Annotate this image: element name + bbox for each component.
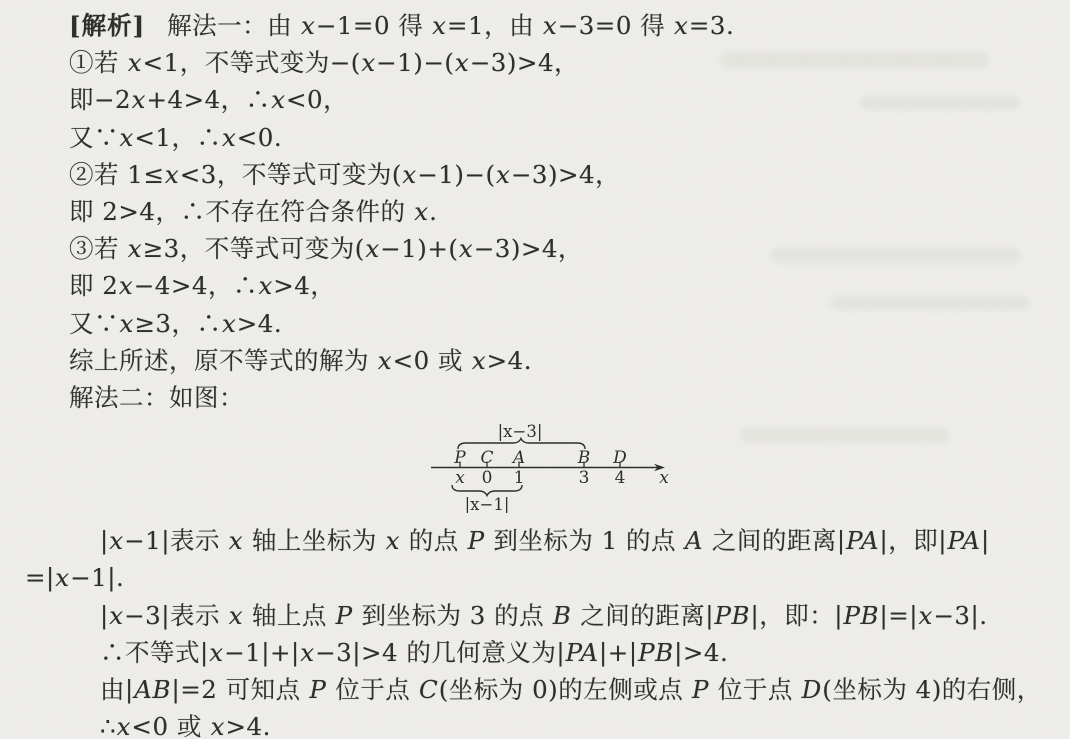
solution-line: 即 2>4，∴不存在符合条件的 x. xyxy=(69,197,438,227)
solution-line: 综上所述，原不等式的解为 x<0 或 x>4. xyxy=(69,345,533,375)
solution-line: ①若 x<1，不等式变为−(x−1)−(x−3)>4， xyxy=(69,48,580,78)
bottom-brace-label: |x−1| xyxy=(464,495,510,514)
point-label-D: D xyxy=(613,448,627,469)
solution-line: ②若 1≤x<3，不等式可变为(x−1)−(x−3)>4， xyxy=(69,159,621,189)
explanation-line: 由|AB|=2 可知点 P 位于点 C(坐标为 0)的左侧或点 P 位于点 D(坐标为 4)的右侧， xyxy=(100,675,1042,705)
solution-line: 又∵x<1，∴x<0. xyxy=(69,122,283,152)
explanation-line: |x−3|表示 x 轴上点 P 到坐标为 3 的点 B 之间的距离|PB|，即：|PB|=|x−3|. xyxy=(100,600,988,630)
number-line-diagram xyxy=(25,418,1052,514)
solution-line: 即−2x+4>4，∴x<0， xyxy=(69,85,349,115)
tick-label-1: 1 xyxy=(513,468,525,489)
tick-label-x: x xyxy=(455,468,465,489)
axis-variable-label: x xyxy=(659,468,669,489)
solution-line: ③若 x≥3，不等式可变为(x−1)+(x−3)>4， xyxy=(69,234,584,264)
tick-label-4: 4 xyxy=(614,468,626,489)
solution-line xyxy=(69,7,1052,44)
explanation-line: |x−1|表示 x 轴上坐标为 x 的点 P 到坐标为 1 的点 A 之间的距离|PA|，即|PA| xyxy=(100,526,990,556)
number-line-svg xyxy=(417,418,687,513)
solution-method2-block xyxy=(25,522,1052,739)
point-label-B: B xyxy=(577,448,591,469)
solution-label: [解析] xyxy=(69,11,146,40)
solution-line: 解法二：如图： xyxy=(69,383,244,413)
solution-line: 又∵x≥3，∴x>4. xyxy=(69,308,283,338)
explanation-line: ∴不等式|x−1|+|x−3|>4 的几何意义为|PA|+|PB|>4. xyxy=(100,637,729,667)
top-brace-label: |x−3| xyxy=(497,422,543,442)
solution-line: 即 2x−4>4，∴x>4， xyxy=(69,271,336,301)
tick-label-3: 3 xyxy=(578,468,590,489)
point-label-C: C xyxy=(480,448,494,469)
solution-method1-block xyxy=(25,7,1052,416)
explanation-line: =|x−1|. xyxy=(25,563,125,593)
point-label-A: A xyxy=(512,448,526,469)
solution-line-text: 解法一：由 x−1=0 得 x=1，由 x−3=0 得 x=3. xyxy=(167,11,735,40)
point-label-P: P xyxy=(454,448,466,469)
tick-label-0: 0 xyxy=(481,468,493,489)
explanation-line: ∴x<0 或 x>4. xyxy=(100,712,271,739)
